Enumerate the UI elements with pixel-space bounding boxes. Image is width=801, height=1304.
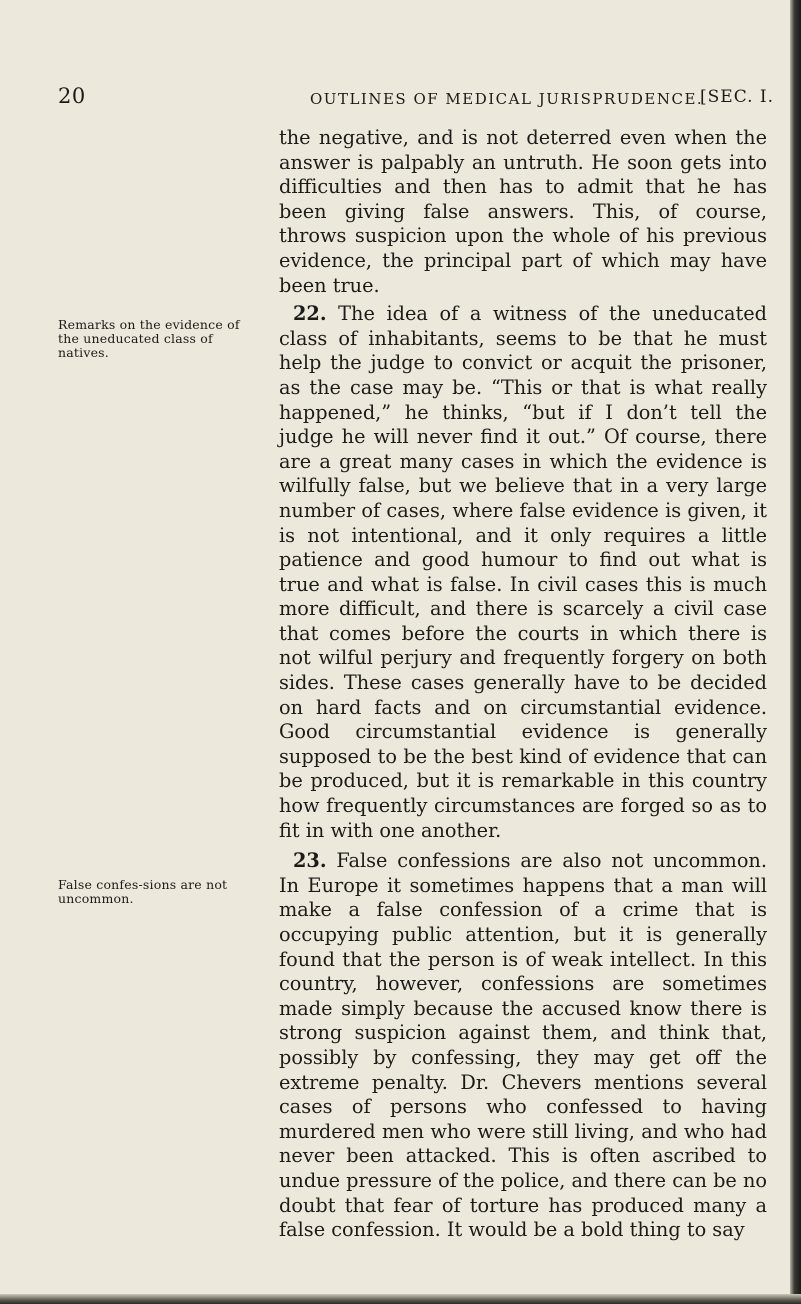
paragraph-text: The idea of a witness of the uneducated class of inhabitants, seems to be that he must help the judge to convict or acquit the prisoner, as the case may be. “This or that is what really happened,” he thinks, “but if I don’t tell the judge he will never find it out.” Of course, there are a great many cases in which the evidence is wilfully false, but we believe that in a very large number of cases, where false evidence is given, it is not intentional, and it only requires a little patience and good humour to find out what is true and what is false. In civil cases this is much more difficult, and there is scarcely a civil case that comes before the courts in which there is not wilful perjury and frequently forgery on both sides. These cases generally have to be decided on hard facts and on circumstantial evidence. Good circumstantial evidence is generally supposed to be the best kind of evidence that can be produced, but it is remarkable in this country how frequently circumstances are forged so as to fit in with one another. [279,302,767,842]
paragraph-text: False confessions are also not uncommon. In Europe it sometimes happens that a man will make a false confession of a crime that is occupying public attention, but it is generally found that the person is of weak intellect. In this country, however, confessions are sometimes made simply because the accused know there is strong suspicion against them, and think that, possibly by confessing, they may get off the extreme penalty. Dr. Chevers mentions several cases of persons who confessed to having murdered men who were still living, and who had never been attacked. This is often ascribed to undue pressure of the police, and there can be no doubt that fear of torture has produced many a false confession. It would be a bold thing to say [279,849,767,1242]
page-header [0,84,790,114]
paragraph-23 [279,849,767,1243]
page-bottom-edge [0,1294,801,1304]
margin-note-remarks: Remarks on the evidence of the uneducated class of natives. [58,317,240,360]
body-text [279,126,767,1243]
margin-note-false-confessions: False confes-sions are not uncommon. [58,877,228,906]
page-number: 20 [58,84,86,108]
section-number-22: 22. [293,302,327,326]
paragraph-text: the negative, and is not deterred even when the answer is palpably an untruth. He soon gets into difficulties and then has to admit that he has been giving false answers. This, of course, throws suspicion upon the whole of his previous evidence, the principal part of which may have been true. [279,126,767,297]
page-edge-shadow [790,0,801,1304]
paragraph-continued [279,126,767,298]
paragraph-22 [279,302,767,843]
running-head: OUTLINES OF MEDICAL JURISPRUDENCE. [310,90,704,108]
section-reference: [SEC. I. [700,87,775,107]
section-number-23: 23. [293,849,327,873]
